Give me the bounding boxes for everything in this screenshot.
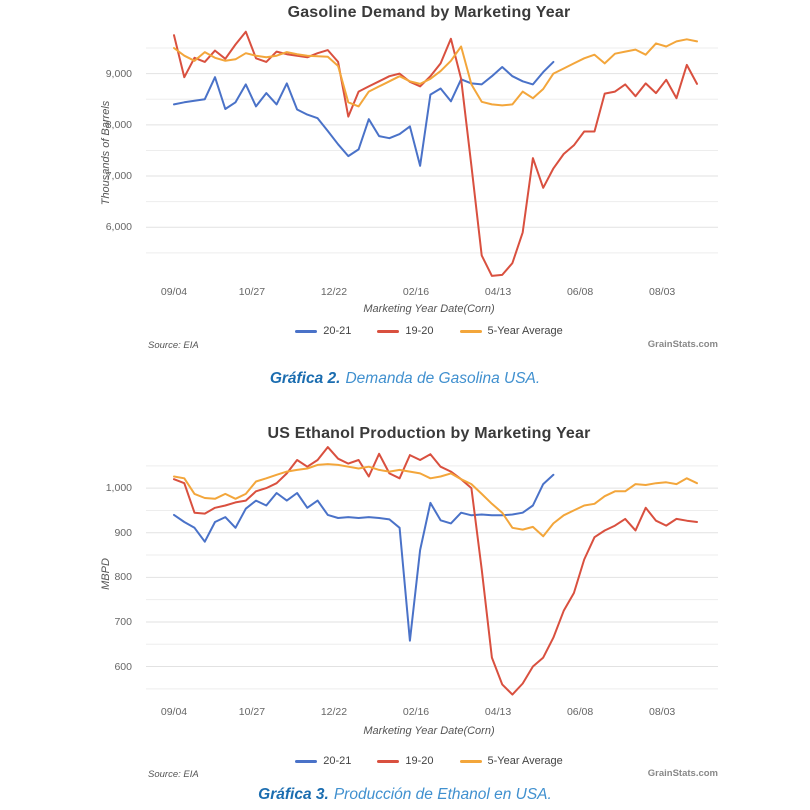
caption-grafica-2-text: Demanda de Gasolina USA. [345, 370, 541, 387]
gasoline-x-axis-label: Marketing Year Date(Corn) [363, 303, 495, 315]
caption-grafica-3-number: Gráfica 3. [258, 786, 329, 803]
ethanol-chart-title: US Ethanol Production by Marketing Year [267, 425, 591, 442]
x-tick-label: 10/27 [238, 706, 266, 718]
legend-item-20-21[interactable] [295, 755, 351, 767]
legend-label: 19-20 [405, 325, 434, 337]
x-tick-label: 06/08 [566, 286, 594, 298]
grainstats-watermark: GrainStats.com [647, 768, 718, 779]
caption-grafica-3 [0, 786, 810, 804]
x-tick-label: 12/22 [320, 286, 348, 298]
ethanol-legend [140, 755, 718, 767]
x-tick-label: 04/13 [484, 286, 512, 298]
legend-line-icon [295, 760, 317, 763]
x-tick-label: 08/03 [648, 706, 676, 718]
x-tick-label: 12/22 [320, 706, 348, 718]
y-tick-label: 800 [114, 571, 132, 584]
x-tick-label: 02/16 [402, 286, 430, 298]
legend-item-20-21[interactable] [295, 325, 351, 337]
grainstats-watermark: GrainStats.com [647, 339, 718, 350]
series-line-20-21 [174, 475, 553, 641]
x-tick-label: 06/08 [566, 706, 594, 718]
y-tick-label: 700 [114, 615, 132, 628]
y-tick-label: 8,000 [105, 118, 132, 131]
y-tick-label: 1,000 [105, 482, 132, 495]
gasoline-source-note: Source: EIA [148, 340, 199, 351]
x-tick-label: 10/27 [238, 286, 266, 298]
legend-label: 20-21 [323, 325, 352, 337]
legend-line-icon [460, 330, 482, 333]
caption-grafica-2 [0, 370, 810, 388]
x-tick-label: 09/04 [160, 706, 188, 718]
x-tick-label: 08/03 [648, 286, 676, 298]
legend-item-19-20[interactable] [377, 325, 433, 337]
x-tick-label: 02/16 [402, 706, 430, 718]
legend-item-5-year-average[interactable] [460, 755, 563, 767]
y-tick-label: 7,000 [105, 170, 132, 183]
ethanol-y-axis-label: MBPD [100, 558, 112, 590]
legend-line-icon [377, 760, 399, 763]
y-tick-label: 6,000 [105, 221, 132, 234]
legend-line-icon [295, 330, 317, 333]
gasoline-chart-title: Gasoline Demand by Marketing Year [287, 4, 571, 21]
legend-line-icon [460, 760, 482, 763]
legend-label: 5-Year Average [487, 325, 563, 337]
legend-line-icon [377, 330, 399, 333]
y-tick-label: 9,000 [105, 67, 132, 80]
legend-item-5-year-average[interactable] [460, 325, 563, 337]
series-line-19-20 [174, 32, 697, 276]
legend-label: 5-Year Average [487, 755, 563, 767]
gasoline-y-axis-label: Thousands of Barrels [100, 100, 112, 206]
y-tick-label: 600 [114, 660, 132, 673]
series-line-5-year-average [174, 464, 697, 536]
series-line-19-20 [174, 447, 697, 694]
legend-label: 19-20 [405, 755, 434, 767]
gasoline-demand-chart [0, 0, 810, 372]
x-tick-label: 04/13 [484, 706, 512, 718]
ethanol-production-chart [0, 415, 810, 787]
gasoline-legend [140, 325, 718, 337]
legend-label: 20-21 [323, 755, 352, 767]
ethanol-source-note: Source: EIA [148, 769, 199, 780]
gasoline-plot-canvas [0, 0, 810, 372]
x-tick-label: 09/04 [160, 286, 188, 298]
legend-item-19-20[interactable] [377, 755, 433, 767]
caption-grafica-2-number: Gráfica 2. [269, 370, 341, 387]
ethanol-x-axis-label: Marketing Year Date(Corn) [363, 725, 495, 737]
caption-grafica-3-text: Producción de Ethanol en USA. [333, 786, 552, 803]
y-tick-label: 900 [114, 526, 132, 539]
